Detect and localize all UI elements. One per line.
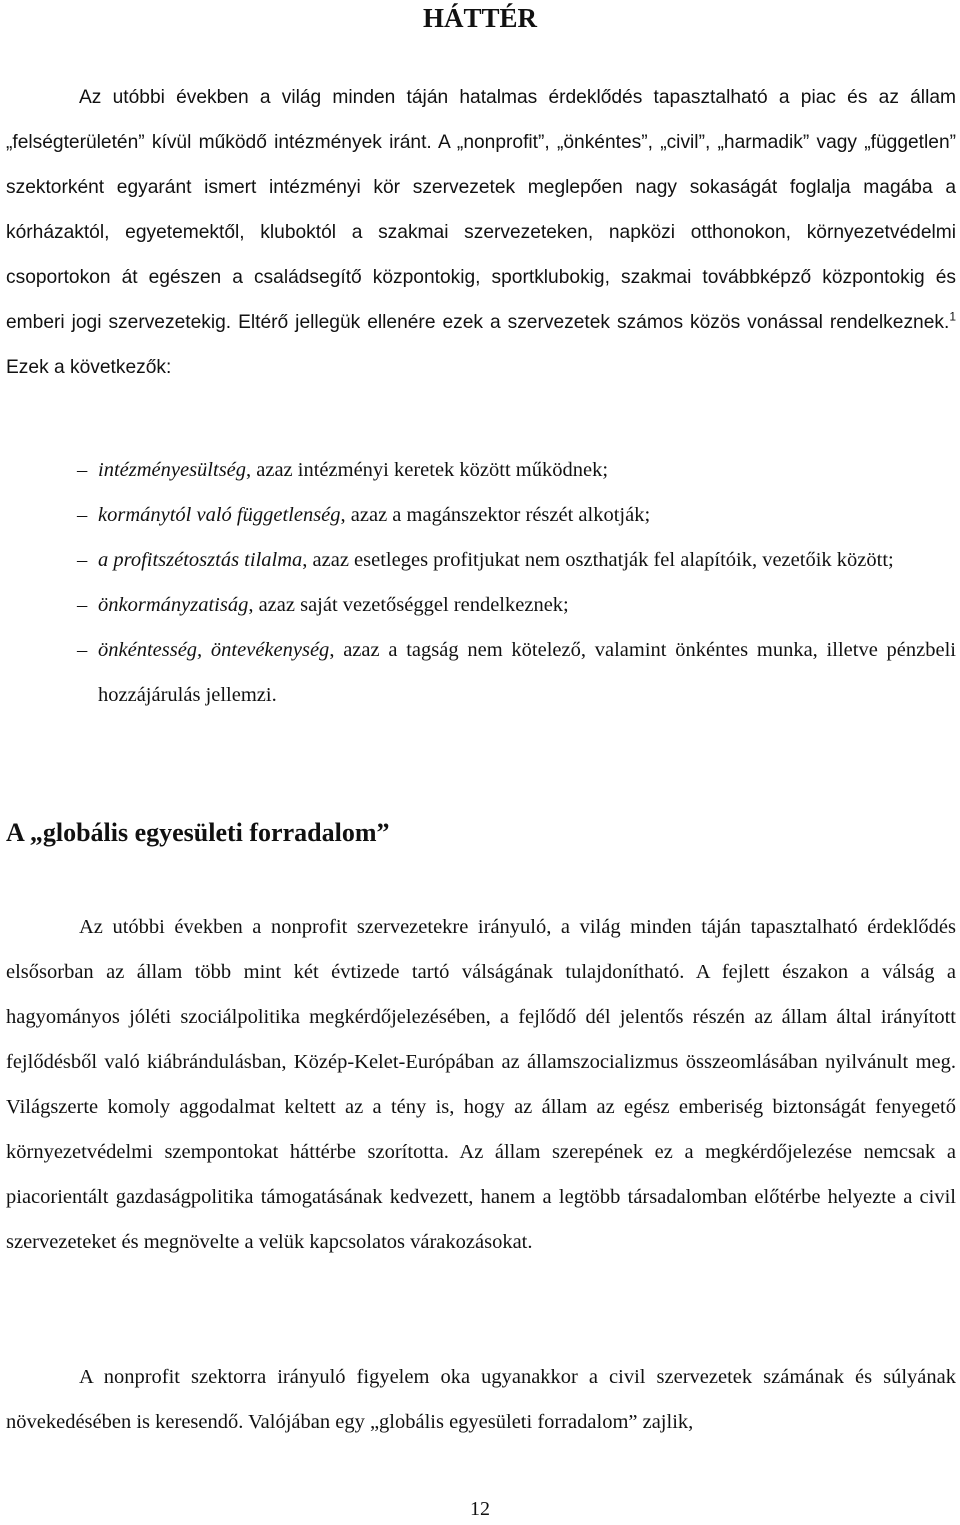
intro-text-continued: Ezek a következők: [6,357,172,378]
section-paragraph [6,905,956,1265]
list-item-term: kormánytól való függetlenség [98,504,341,526]
list-item [0,583,960,628]
list-item-term: a profitszétosztás tilalma [98,549,303,571]
list-item [0,493,960,538]
list-item [0,628,960,718]
section-paragraph-text: A nonprofit szektorra irányuló figyelem oka ugyanakkor a civil szervezetek számának és súlyának növekedésében is keresendő. Valójában egy „globális egyesületi forradalom” zajlik, [6,1366,956,1433]
list-item [0,538,960,583]
intro-text: Az utóbbi években a világ minden táján hatalmas érdeklődés tapasztalható a piac és az állam „felségterületén” kívül működő intézmények iránt. A „nonprofit”, „önkéntes”, „civil”, „harmadik” vagy „független” szektorként egyaránt ismert intézményi kör szervezetek meglepően nagy sokaságát foglalja magába a kórházaktól, egyetemektől, kluboktól a szakmai szervezeteken, napközi otthonokon, környezetvédelmi csoportokon át egészen a családsegítő központokig, sportklubokig, szakmai továbbképző központokig és emberi jogi szervezetekig. Eltérő jellegük ellenére ezek a szervezetek számos közös vonással rendelkeznek. [6,87,956,333]
dash-bullet: – [77,549,88,571]
characteristics-list [0,448,960,718]
dash-bullet: – [77,594,88,616]
section-heading: A „globális egyesületi forradalom” [6,818,390,847]
list-item-text: , azaz a tagság nem kötelező, valamint önkéntes munka, illetve pénzbeli hozzájárulás jellemzi. [98,639,956,706]
list-item-text: , azaz saját vezetőséggel rendelkeznek; [248,594,569,616]
section-paragraph-text: Az utóbbi években a nonprofit szervezetekre irányuló, a világ minden táján tapasztalható érdeklődés elsősorban az állam több mint két évtizede tartó válságának tulajdonítható. A fejlett északon a válság a hagyományos jóléti szociálpolitika megkérdőjelezésében, a fejlődő dél jelentős részén az állam által irányított fejlődésből való kiábrándulásban, Közép-Kelet-Európában az államszocializmus összeomlásában nyilvánult meg. Világszerte komoly aggodalmat keltett az a tény is, hogy az állam az egész emberiség biztonságát fenyegető környezetvédelmi szempontokat háttérbe szorította. Az állam szerepének ez a megkérdőjelezése nemcsak a piacorientált gazdaságpolitika támogatásának kedvezett, hanem a legtöbb társadalomban előtérbe helyezte a civil szervezeteket és megnövelte a velük kapcsolatos várakozásokat. [6,916,956,1253]
dash-bullet: – [77,639,88,661]
dash-bullet: – [77,459,88,481]
list-item-text: , azaz esetleges profitjukat nem oszthatják fel alapítóik, vezetőik között; [302,549,894,571]
list-item-term: önkéntesség, öntevékenység [98,639,330,661]
list-item-text: , azaz a magánszektor részét alkotják; [340,504,651,526]
dash-bullet: – [77,504,88,526]
page-title: HÁTTÉR [422,3,538,33]
list-item-term: önkormányzatiság [98,594,249,616]
footnote-reference[interactable]: 1 [949,309,956,324]
list-item-term: intézményesültség [98,459,247,481]
page-number: 12 [470,1498,490,1520]
intro-paragraph [6,75,956,390]
list-item [0,448,960,493]
section-paragraph [6,1355,956,1445]
list-item-text: , azaz intézményi keretek között működnek; [246,459,609,481]
